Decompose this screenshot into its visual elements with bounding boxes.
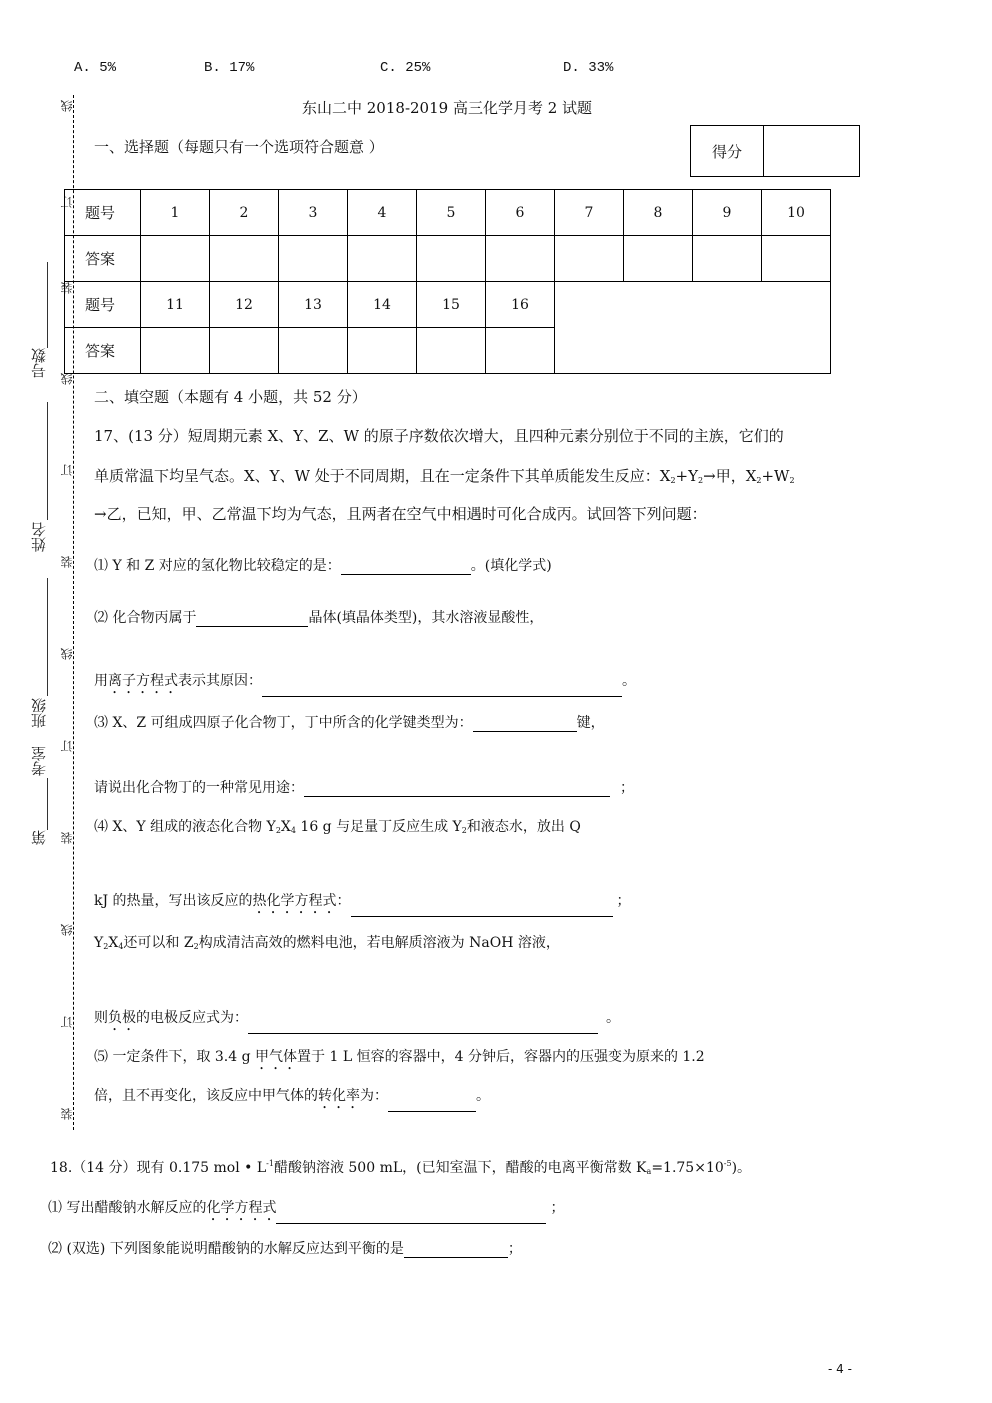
text: ； — [616, 893, 631, 909]
text: 单质常温下均呈气态。X、Y、W 处于不同周期，且在一定条件下其单质能发生反应：X — [94, 467, 671, 485]
question-number: 2 — [210, 190, 279, 236]
answer-blank[interactable] — [262, 680, 622, 697]
binding-mark: 装 — [60, 832, 74, 844]
emphasis-text: 离子方程式 — [108, 673, 178, 689]
binding-mark: 线 — [60, 648, 74, 660]
table-empty-area — [555, 282, 831, 374]
text: 。 — [622, 673, 636, 689]
question-number: 10 — [762, 190, 831, 236]
emphasis-text: 热化学方程式 — [252, 893, 337, 909]
subscript: 2 — [103, 942, 109, 951]
answer-cell[interactable] — [693, 236, 762, 282]
text: ； — [550, 1200, 565, 1216]
binding-mark: 线 — [60, 924, 74, 936]
binding-mark: 装 — [60, 1108, 74, 1120]
subscript: 2 — [698, 476, 704, 485]
text: 表示其原因： — [178, 673, 262, 689]
text: →甲，X — [703, 467, 757, 485]
question-number: 14 — [348, 282, 417, 328]
text: 的电极反应式为： — [136, 1010, 248, 1026]
answer-cell[interactable] — [417, 328, 486, 374]
table-row — [65, 236, 831, 282]
q17-part2 — [94, 607, 543, 627]
text: 18.（14 分）现有 0.175 mol • L — [50, 1160, 267, 1176]
answer-blank[interactable] — [196, 610, 308, 627]
text: ⑸ 一定条件下，取 3.4 g — [94, 1049, 256, 1065]
q18-intro — [50, 1157, 751, 1177]
q17-part5-line2 — [94, 1085, 490, 1112]
text: 和液态水，放出 Q — [466, 819, 581, 835]
text: ⑷ X、Y 组成的液态化合物 Y — [94, 819, 276, 835]
text: 请说出化合物丁的一种常见用途： — [94, 780, 304, 796]
class-blank-line — [47, 578, 48, 696]
text: +Y — [675, 467, 699, 485]
question-number: 12 — [210, 282, 279, 328]
text: ⑵ (双选) 下列图象能说明醋酸钠的水解反应达到平衡的是 — [48, 1241, 404, 1257]
answer-cell[interactable] — [348, 236, 417, 282]
text: ； — [620, 780, 634, 796]
text: 。(填化学式) — [470, 558, 552, 574]
score-value-field[interactable] — [764, 126, 859, 176]
answer-cell[interactable] — [141, 328, 210, 374]
text: ： — [336, 893, 351, 909]
answer-cell[interactable] — [486, 328, 555, 374]
q17-part3-line2 — [94, 777, 634, 797]
room-blank-line — [47, 778, 48, 830]
answer-blank[interactable] — [276, 1207, 546, 1224]
option-a: A. 5% — [74, 60, 117, 76]
q17-part2-line2 — [94, 670, 636, 697]
q17-intro-line1: 17、(13 分）短周期元素 X、Y、Z、W 的原子序数依次增大，且四种元素分别位于不同的主族，它们的 — [94, 427, 784, 445]
row-header-number: 题号 — [65, 190, 141, 236]
q17-part1 — [94, 555, 552, 575]
label-class: 班级 — [30, 698, 48, 728]
text: 则 — [94, 1010, 108, 1026]
q17-part3 — [94, 712, 605, 732]
answer-cell[interactable] — [348, 328, 417, 374]
superscript: -5 — [723, 1159, 732, 1168]
section2-heading: 二、填空题（本题有 4 小题，共 52 分） — [94, 388, 367, 406]
subscript: 2 — [789, 476, 795, 485]
text: X — [108, 935, 119, 951]
q17-intro-line3: →乙，已知，甲、乙常温下均为气态，且两者在空气中相遇时可化合成丙。试回答下列问题： — [94, 505, 707, 523]
answer-cell[interactable] — [762, 236, 831, 282]
answer-cell[interactable] — [210, 236, 279, 282]
question-number: 16 — [486, 282, 555, 328]
text: +W — [761, 467, 790, 485]
page-number: - 4 - — [828, 1362, 852, 1376]
text: 构成清洁高效的燃料电池，若电解质溶液为 NaOH 溶液， — [198, 935, 560, 951]
q17-part4-line3 — [94, 932, 560, 952]
label-room: 考室 — [30, 746, 48, 776]
subscript: 4 — [118, 942, 124, 951]
score-label: 得分 — [691, 126, 764, 176]
row-header-answer: 答案 — [65, 236, 141, 282]
binding-mark: 订 — [60, 464, 74, 476]
text: 16 g 与足量丁反应生成 Y — [295, 819, 462, 835]
option-d: D. 33% — [563, 60, 614, 76]
subscript: 2 — [193, 942, 199, 951]
subscript: 2 — [670, 476, 676, 485]
text: 键， — [576, 715, 605, 731]
question-number: 1 — [141, 190, 210, 236]
row-header-answer: 答案 — [65, 328, 141, 374]
binding-mark: 线 — [60, 100, 74, 112]
superscript: -1 — [266, 1159, 274, 1168]
text: ⑶ X、Z 可组成四原子化合物丁，丁中所含的化学键类型为： — [94, 715, 473, 731]
q17-part4 — [94, 816, 581, 836]
text: 为： — [360, 1088, 388, 1104]
emphasis-text: 化学方程式 — [206, 1200, 277, 1216]
text: X — [280, 819, 291, 835]
answer-blank[interactable] — [304, 780, 610, 797]
emphasis-text: 甲气体 — [255, 1049, 298, 1065]
text: 还可以和 Z — [123, 935, 194, 951]
subscript: 2 — [275, 826, 281, 835]
binding-mark: 装 — [60, 556, 74, 568]
subscript: 2 — [461, 826, 467, 835]
text: )。 — [731, 1160, 752, 1176]
question-number: 6 — [486, 190, 555, 236]
text: ⑴ 写出醋酸钠水解反应的 — [48, 1200, 207, 1216]
question-number: 5 — [417, 190, 486, 236]
binding-mark: 装 — [60, 282, 74, 294]
text: kJ 的热量，写出该反应的 — [94, 893, 253, 909]
answer-cell[interactable] — [624, 236, 693, 282]
text: =1.75×10 — [651, 1160, 724, 1176]
table-row — [65, 190, 831, 236]
text: ⑵ 化合物丙属于 — [94, 610, 197, 626]
text: 置于 1 L 恒容的容器中，4 分钟后，容器内的压强变为原来的 1.2 — [297, 1049, 705, 1065]
question-number: 4 — [348, 190, 417, 236]
emphasis-text: 转化率 — [318, 1088, 360, 1104]
answer-cell[interactable] — [279, 328, 348, 374]
question-number: 3 — [279, 190, 348, 236]
answer-cell[interactable] — [417, 236, 486, 282]
q18-part2 — [48, 1238, 522, 1258]
label-di: 第 — [30, 830, 48, 845]
answer-cell[interactable] — [141, 236, 210, 282]
text: 。 — [476, 1088, 490, 1104]
text: 用 — [94, 673, 108, 689]
answer-table — [64, 189, 831, 374]
answer-cell[interactable] — [210, 328, 279, 374]
subscript: 4 — [290, 826, 296, 835]
answer-cell[interactable] — [486, 236, 555, 282]
question-number: 11 — [141, 282, 210, 328]
answer-blank[interactable] — [404, 1241, 508, 1258]
text: 倍，且不再变化，该反应中甲气体的 — [94, 1088, 318, 1104]
table-row — [65, 282, 831, 328]
option-b: B. 17% — [204, 60, 255, 76]
text: 醋酸钠溶液 500 mL，(已知室温下，醋酸的电离平衡常数 K — [273, 1160, 647, 1176]
row-header-number: 题号 — [65, 282, 141, 328]
answer-blank[interactable] — [351, 900, 613, 917]
q18-part1 — [48, 1197, 564, 1224]
question-number: 15 — [417, 282, 486, 328]
text: ⑴ Y 和 Z 对应的氢化物比较稳定的是： — [94, 558, 341, 574]
question-number: 7 — [555, 190, 624, 236]
page-title: 东山二中 2018-2019 高三化学月考 2 试题 — [302, 99, 593, 117]
question-number: 9 — [693, 190, 762, 236]
answer-cell[interactable] — [555, 236, 624, 282]
binding-mark: 线 — [60, 373, 74, 385]
answer-blank[interactable] — [473, 715, 577, 732]
question-number: 8 — [624, 190, 693, 236]
answer-blank[interactable] — [388, 1095, 476, 1112]
label-name: 姓名 — [30, 522, 48, 552]
subscript: 2 — [756, 476, 762, 485]
score-box — [690, 125, 860, 177]
number-blank-line — [47, 262, 48, 348]
option-c: C. 25% — [380, 60, 431, 76]
text: 晶体(填晶体类型)，其水溶液显酸性， — [308, 610, 544, 626]
q17-part5 — [94, 1046, 705, 1073]
text: 。 — [606, 1010, 620, 1026]
section1-heading: 一、选择题（每题只有一个选项符合题意 ） — [94, 138, 384, 156]
binding-mark: 订 — [60, 740, 74, 752]
binding-mark: 订 — [60, 1016, 74, 1028]
question-number: 13 — [279, 282, 348, 328]
text: ； — [507, 1241, 522, 1257]
answer-blank[interactable] — [341, 558, 471, 575]
subscript: a — [646, 1167, 652, 1176]
binding-mark: 订 — [60, 196, 74, 208]
text: Y — [94, 935, 104, 951]
q17-part4-line4 — [94, 1007, 620, 1034]
label-number: 号数 — [30, 348, 48, 378]
name-blank-line — [47, 402, 48, 520]
q17-intro-line2 — [94, 465, 795, 486]
answer-blank[interactable] — [248, 1017, 598, 1034]
answer-cell[interactable] — [279, 236, 348, 282]
emphasis-text: 负极 — [108, 1010, 136, 1026]
q17-part4-line2 — [94, 890, 631, 917]
